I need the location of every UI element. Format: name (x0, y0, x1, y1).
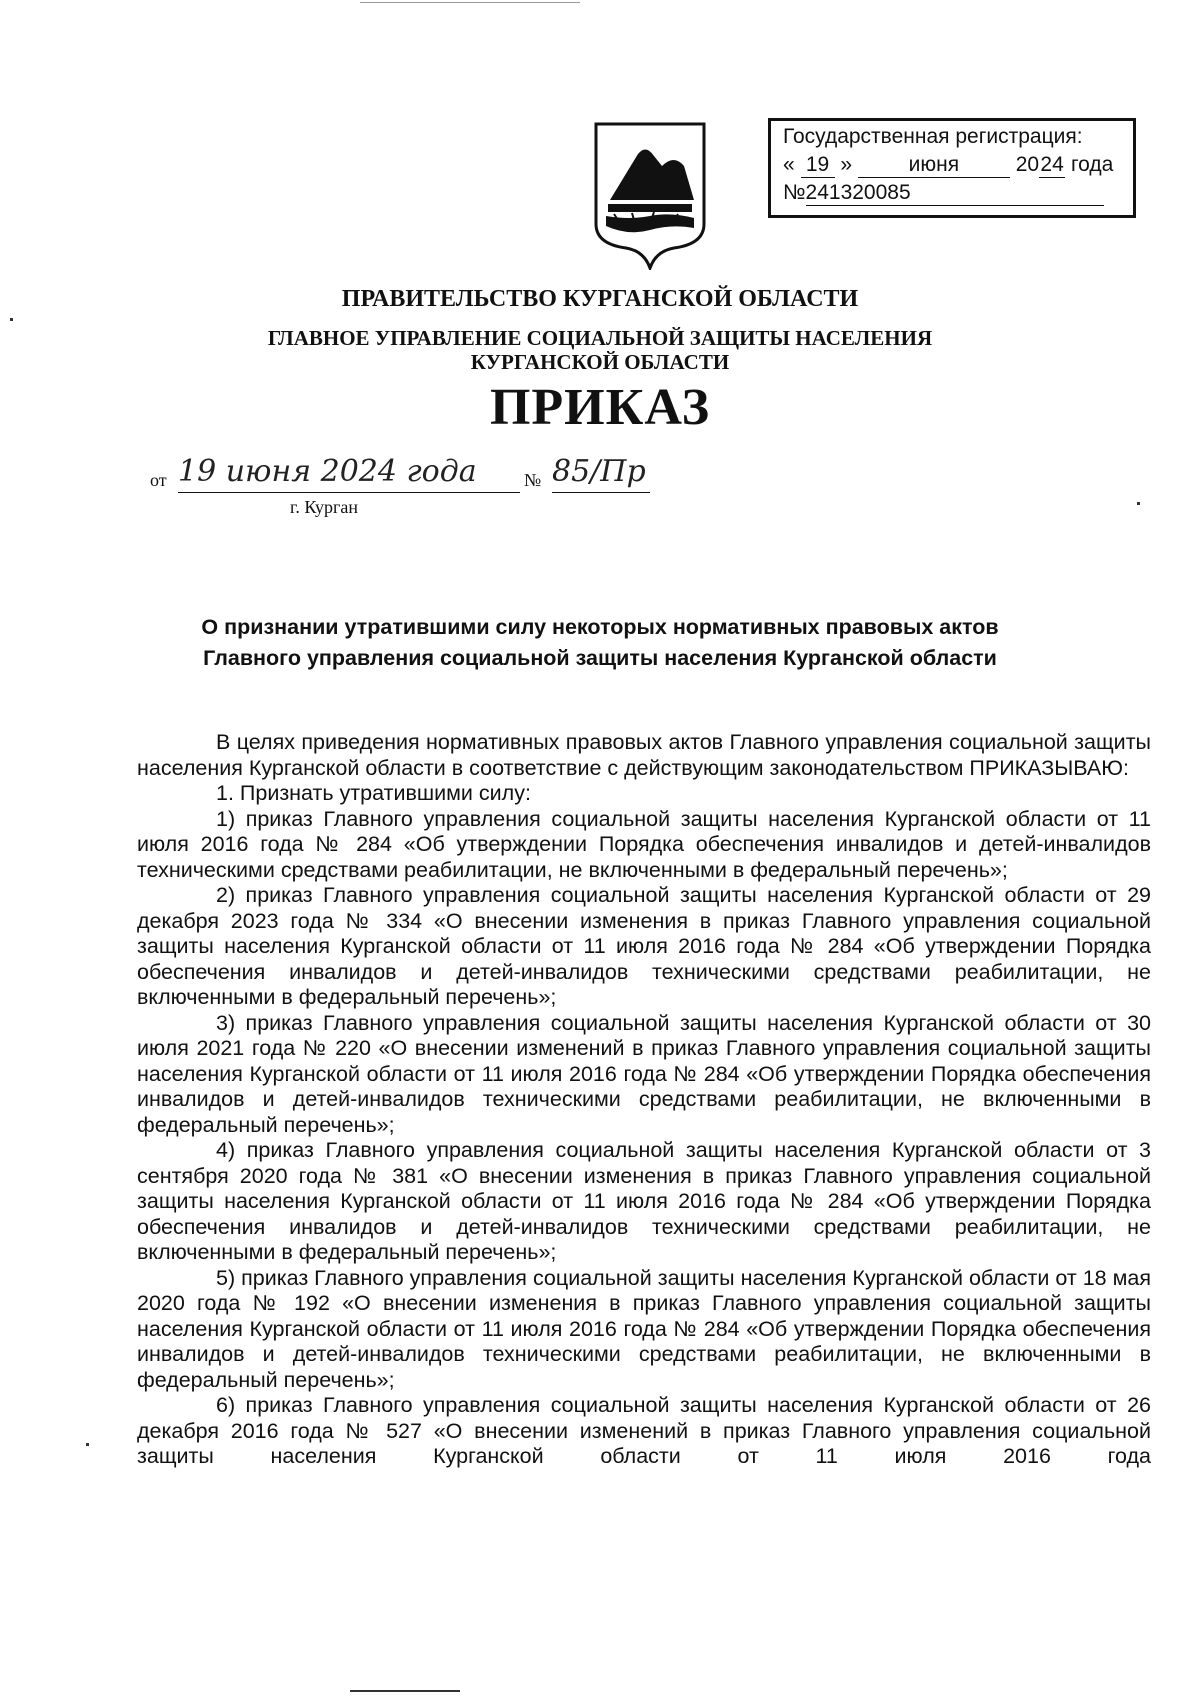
order-body (137, 730, 1151, 1470)
scan-artifact (350, 1690, 460, 1692)
registration-number-row: №241320085 (783, 179, 1133, 207)
registration-date: « 19 » июня 2024 года (783, 153, 1114, 176)
list-item: 3) приказ Главного управления социальной защиты населения Курганской области от 30 июля 2021 года № 220 «О внесении изменений в приказ Главного управления социальной защиты населения Курганской области от 11 июля 2016 года № 284 «Об утверждении Порядка обеспечения инвалидов и детей-инвалидов техническими средствами реабилитации, не включенными в федеральный перечень»; (137, 1010, 1151, 1137)
registration-day: 19 (801, 153, 835, 178)
order-from-label: от (150, 470, 167, 490)
department-name-line1: ГЛАВНОЕ УПРАВЛЕНИЕ СОЦИАЛЬНОЙ ЗАЩИТЫ НАСЕЛЕНИЯ (267, 326, 933, 350)
list-item: 5) приказ Главного управления социальной защиты населения Курганской области от 18 мая 2020 года № 192 «О внесении изменения в приказ Главного управления социальной защиты населения Курганской области от 11 июля 2016 года № 284 «Об утверждении Порядка обеспечения инвалидов и детей-инвалидов техническими средствами реабилитации, не включенными в федеральный перечень»; (137, 1265, 1151, 1392)
list-item: 2) приказ Главного управления социальной защиты населения Курганской области от 29 декабря 2023 года № 334 «О внесении изменения в приказ Главного управления социальной защиты населения Курганской области от 11 июля 2016 года № 284 «Об утверждении Порядка обеспечения инвалидов и детей-инвалидов техническими средствами реабилитации, не включенными в федеральный перечень»; (137, 883, 1151, 1009)
registration-stamp (768, 118, 1136, 218)
order-subject (120, 612, 1080, 674)
order-date-handwritten: 19 июня 2024 года (178, 452, 520, 493)
subject-line1: О признании утратившими силу некоторых нормативных правовых актов (201, 615, 999, 639)
registration-month: июня (858, 153, 1010, 178)
list-item: 4) приказ Главного управления социальной защиты населения Курганской области от 3 сентября 2020 года № 381 «О внесении изменения в приказ Главного управления социальной защиты населения Курганской области от 11 июля 2016 года № 284 «Об утверждении Порядка обеспечения инвалидов и детей-инвалидов техническими средствами реабилитации, не включенными в федеральный перечень»; (137, 1138, 1151, 1264)
scan-artifact (10, 318, 13, 321)
preamble-paragraph: В целях приведения нормативных правовых актов Главного управления социальной защиты населения Курганской области в соответствие с действующим законодательством ПРИКАЗЫВАЮ: (137, 730, 1151, 780)
order-number-label: № (524, 470, 542, 490)
order-number-handwritten: 85/Пр (552, 452, 650, 493)
point-1-paragraph: 1. Признать утратившими силу: (216, 781, 531, 805)
document-type-title: ПРИКАЗ (489, 379, 711, 436)
subject-line2: Главного управления социальной защиты населения Курганской области (203, 646, 997, 670)
scan-artifact (86, 1443, 89, 1446)
registration-title: Государственная регистрация: (783, 125, 1083, 148)
scan-artifact (360, 2, 580, 3)
list-item: 1) приказ Главного управления социальной защиты населения Курганской области от 11 июля 2016 года № 284 «Об утверждении Порядка обеспечения инвалидов и детей-инвалидов техническими средствами реабилитации, не включенными в федеральный перечень»; (137, 806, 1151, 882)
order-city: г. Курган (290, 497, 359, 517)
registration-number: 241320085 (806, 181, 1104, 206)
list-item: 6) приказ Главного управления социальной защиты населения Курганской области от 26 декабря 2016 года № 527 «О внесении изменений в приказ Главного управления социальной защиты населения Курганской области от 11 июля 2016 года (137, 1393, 1151, 1468)
government-name: ПРАВИТЕЛЬСТВО КУРГАНСКОЙ ОБЛАСТИ (341, 286, 859, 312)
coat-of-arms-emblem (590, 120, 710, 270)
department-name-line2: КУРГАНСКОЙ ОБЛАСТИ (470, 350, 730, 374)
scan-artifact (1137, 502, 1140, 505)
registration-year: 24 (1040, 153, 1064, 176)
